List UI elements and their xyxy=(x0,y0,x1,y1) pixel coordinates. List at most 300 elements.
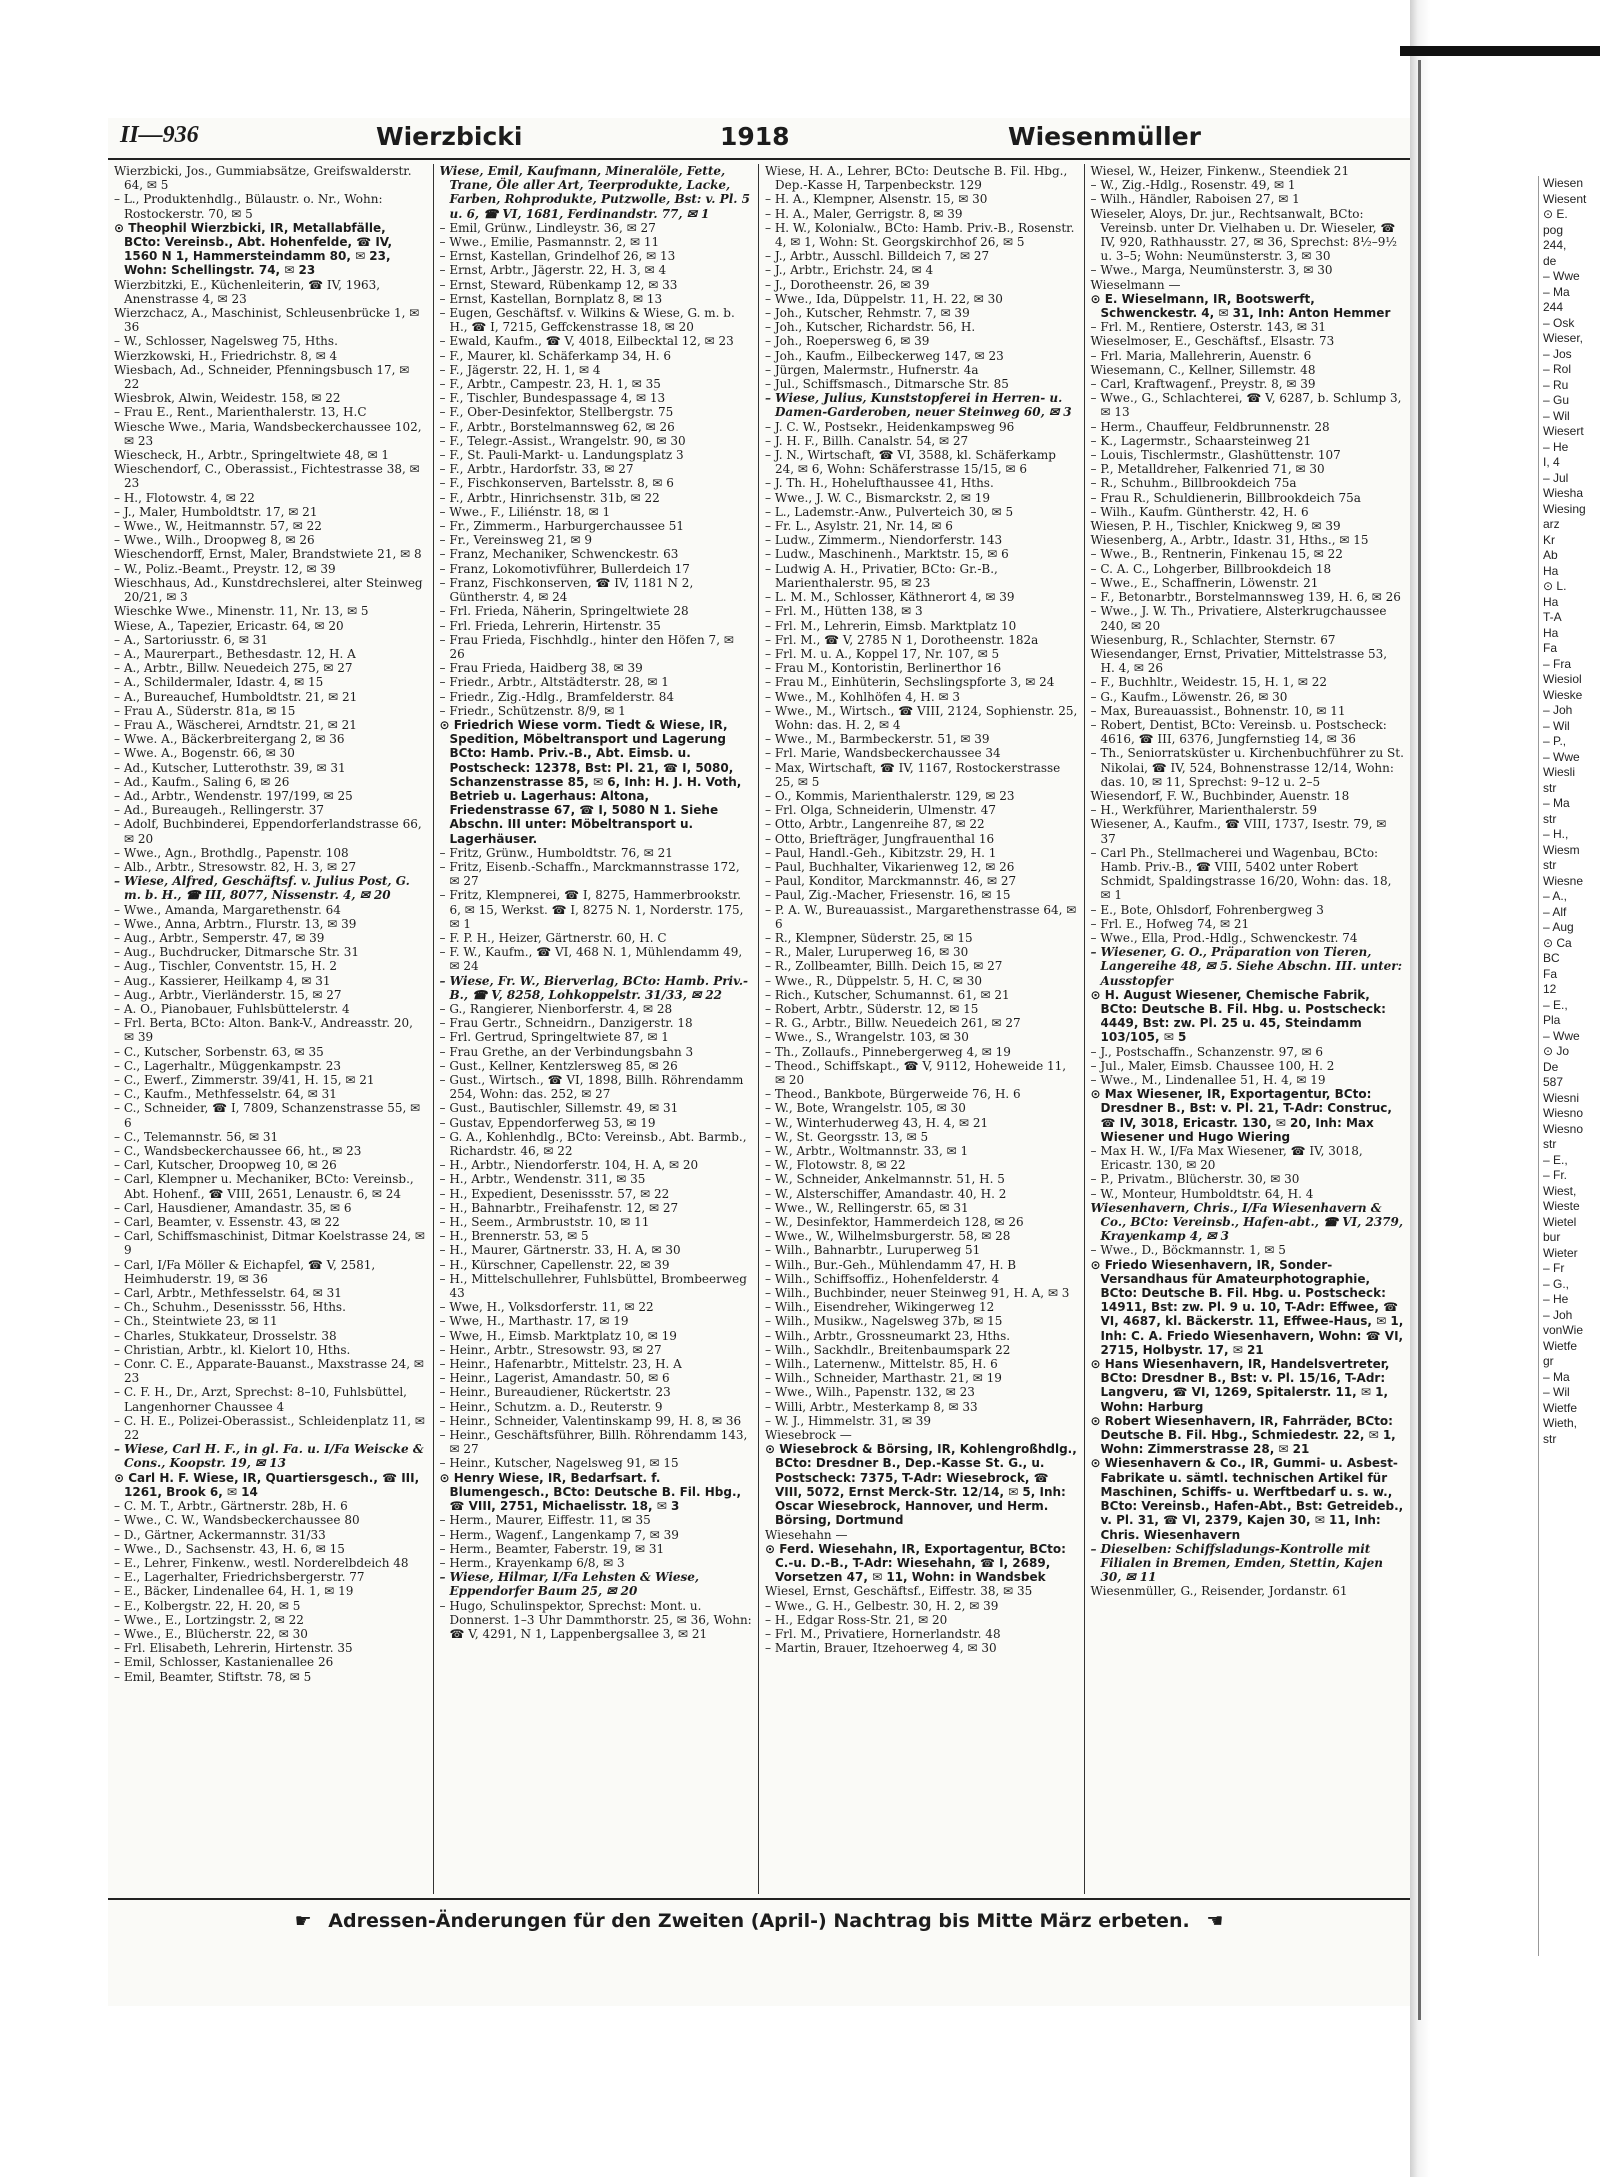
directory-entry: Wieseler, Aloys, Dr. jur., Rechtsanwalt, BCto: Vereinsb. unter Dr. Vielhaben u. Dr. Wieseler, ☎ IV, 920, Rathhausstr. 27, ✉ 36, Sprechst: 8½–9½ u. 3–5; Wohn: Neumünsterstr. 3, ✉ 30 xyxy=(1090,206,1398,264)
directory-entry: – Wwe., E., Schaffnerin, Löwenstr. 21 xyxy=(1090,575,1319,590)
directory-entry: – Carl Ph., Stellmacherei und Wagenbau, BCto: Hamb. Priv.-B., ☎ VIII, 5402 unter Robert Schmidt, Spaldingstrasse 16/20, Wohn: das. 18, ✉ 1 xyxy=(1090,845,1392,903)
strip-fragment: gr xyxy=(1543,1354,1554,1368)
directory-entry: Wierzbitzki, E., Küchenleiterin, ☎ IV, 1963, Anenstrasse 4, ✉ 23 xyxy=(114,277,381,306)
directory-entry: – Heinr., Bureaudiener, Rückertstr. 23 xyxy=(439,1385,671,1400)
directory-entry: Wiese, H. A., Lehrer, BCto: Deutsche B. Fil. Hbg., Dep.-Kasse H, Tarpenbeckstr. 129 xyxy=(765,164,1068,193)
directory-entry: – Franz, Lokomotivführer, Bullerdeich 17 xyxy=(439,561,690,576)
directory-entry: Wiesenburg, R., Schlachter, Sternstr. 67 xyxy=(1090,632,1336,647)
directory-entry: – Heinr., Hafenarbtr., Mittelstr. 23, H. A xyxy=(439,1357,682,1372)
directory-entry: – E., Kolbergstr. 22, H. 20, ✉ 5 xyxy=(114,1598,301,1613)
directory-entry: – Herm., Wagenf., Langenkamp 7, ✉ 39 xyxy=(439,1527,679,1542)
page-header xyxy=(108,118,1410,152)
directory-entry: – W., Schneider, Ankelmannstr. 51, H. 5 xyxy=(765,1172,1005,1187)
directory-entry: – F., Arbtr., Campestr. 23, H. 1, ✉ 35 xyxy=(439,377,661,392)
directory-entry: – Wwe., S., Wrangelstr. 103, ✉ 30 xyxy=(765,1030,969,1045)
directory-entry: – Rich., Kutscher, Schumannst. 61, ✉ 21 xyxy=(765,987,1010,1002)
directory-entry: – Joh., Kutscher, Richardstr. 56, H. xyxy=(765,320,976,335)
directory-entry: – Dieselben: Schiffsladungs-Kontrolle mit Filialen in Bremen, Emden, Stettin, Kajen 30, ✉ 11 xyxy=(1090,1541,1383,1585)
directory-entry: – Aug., Buchdrucker, Ditmarsche Str. 31 xyxy=(114,945,360,960)
directory-entry: Wiesendanger, Ernst, Privatier, Mittelstrasse 53, H. 4, ✉ 26 xyxy=(1090,646,1388,676)
directory-entry: – Wwe, H., Marthastr. 17, ✉ 19 xyxy=(439,1314,629,1329)
directory-entry: ⊙ Friedo Wiesenhavern, IR, Sonder-Versandhaus für Amateurphotographie, BCto: Deutsche B. Fil. Hbg. u. Postscheck: 14911, Bst: zw. Pl. 9 u. 10, T-Adr: Effwee, ☎ VI, 4687, kl. Bäckerstr. 11, Effwee-Haus, ✉ 1, Inh: C. A. Friedo Wiesenhavern, Wohn: ☎ VI, 2715, Holbystr. 17, ✉ 21 xyxy=(1090,1257,1404,1357)
directory-entry: – Wilh., Bur.-Geh., Mühlendamm 47, H. B xyxy=(765,1257,1017,1272)
directory-entry: – Wwe., B., Rentnerin, Finkenau 15, ✉ 22 xyxy=(1090,547,1343,562)
directory-entry: – H., Flotowstr. 4, ✉ 22 xyxy=(114,490,255,505)
directory-entry: – D., Gärtner, Ackermannstr. 31/33 xyxy=(114,1527,326,1542)
strip-fragment: – Aug xyxy=(1543,920,1574,934)
directory-entry: – H., Kürschner, Capellenstr. 22, ✉ 39 xyxy=(439,1257,670,1272)
column-2 xyxy=(434,164,760,1894)
strip-fragment: ⊙ Ca xyxy=(1543,935,1572,950)
directory-entry: – Frl. Gertrud, Springeltwiete 87, ✉ 1 xyxy=(439,1030,669,1045)
directory-entry: – W., Flotowstr. 8, ✉ 22 xyxy=(765,1158,906,1173)
footer-rule xyxy=(108,1898,1410,1900)
directory-entry: – Frau Frieda, Fischhdlg., hinter den Höfen 7, ✉ 26 xyxy=(439,632,734,661)
directory-entry: – Ludw., Maschinenh., Marktstr. 15, ✉ 6 xyxy=(765,547,1009,562)
directory-entry: – Wilh., Händler, Raboisen 27, ✉ 1 xyxy=(1090,192,1300,207)
directory-entry: – Ewald, Kaufm., ☎ V, 4018, Eilbecktal 12, ✉ 23 xyxy=(439,334,734,349)
directory-entry: – Emil, Schlosser, Kastanienallee 26 xyxy=(114,1655,334,1670)
strip-fragment: – Wwe xyxy=(1543,749,1580,764)
directory-entry: – Ernst, Arbtr., Jägerstr. 22, H. 3, ✉ 4 xyxy=(439,263,667,278)
directory-entry: – H., Edgar Ross-Str. 21, ✉ 20 xyxy=(765,1612,948,1627)
directory-entry: – Wilh., Musikw., Nagelsweg 37b, ✉ 15 xyxy=(765,1314,1003,1329)
directory-entry: Wiesche Wwe., Maria, Wandsbeckerchaussee 102, ✉ 23 xyxy=(114,419,422,448)
strip-fragment: ⊙ Jo xyxy=(1543,1044,1570,1058)
strip-fragment: Wieser, xyxy=(1543,331,1584,345)
strip-fragment: – Osk xyxy=(1543,315,1575,330)
directory-entry: – Frau Frieda, Haidberg 38, ✉ 39 xyxy=(439,661,643,676)
directory-entry: Wiesehahn — xyxy=(765,1527,848,1542)
directory-entry: – F., Telegr.-Assist., Wrangelstr. 90, ✉ 30 xyxy=(439,433,686,448)
directory-entry: Wiesel, W., Heizer, Finkenw., Steendiek 21 xyxy=(1090,164,1350,178)
directory-entry: – C., Kaufm., Methfesselstr. 64, ✉ 31 xyxy=(114,1087,337,1102)
directory-entry: – Wilh., Bahnarbtr., Luruperweg 51 xyxy=(765,1243,981,1258)
directory-entry: – Robert, Dentist, BCto: Vereinsb. u. Postscheck: 4616, ☎ III, 6376, Jungfernstieg 14, ✉ 36 xyxy=(1090,717,1387,747)
directory-entry: – W., Bote, Wrangelstr. 105, ✉ 30 xyxy=(765,1101,966,1116)
directory-entry: – C., Lagerhaltr., Müggenkampstr. 23 xyxy=(114,1058,342,1073)
strip-fragment: Ha xyxy=(1543,625,1559,640)
directory-entry: – Ad., Bureaugeh., Rellingerstr. 37 xyxy=(114,803,325,818)
strip-fragment: – Ma xyxy=(1543,796,1570,810)
directory-entry: – F., Fischkonserven, Bartelsstr. 8, ✉ 6 xyxy=(439,476,674,491)
directory-entry: – Wwe., Amanda, Margarethenstr. 64 xyxy=(114,902,341,917)
directory-entry: – R., Schuhm., Billbrookdeich 75a xyxy=(1090,476,1297,491)
directory-entry: – Frl. Maria, Mallehrerin, Auenstr. 6 xyxy=(1090,348,1312,363)
strip-fragment: I, 4 xyxy=(1543,455,1560,469)
directory-entry: – Theod., Bankbote, Bürgerweide 76, H. 6 xyxy=(765,1087,1021,1102)
strip-fragment: – Ma xyxy=(1543,1369,1570,1384)
directory-entry: – Wiese, Fr. W., Bierverlag, BCto: Hamb. Priv.-B., ☎ V, 8258, Lohkoppelstr. 31/33, ✉ 22 xyxy=(439,973,749,1002)
directory-entry: – H., Expedient, Desenissstr. 57, ✉ 22 xyxy=(439,1186,670,1201)
directory-entry: Wiesener, A., Kaufm., ☎ VIII, 1737, Isestr. 79, ✉ 37 xyxy=(1090,817,1387,846)
directory-entry: Wieschhaus, Ad., Kunstdrechslerei, alter Steinweg 20/21, ✉ 3 xyxy=(114,575,423,605)
directory-entry: – K., Lagermstr., Schaarsteinweg 21 xyxy=(1090,433,1312,448)
directory-entry: – W., Arbtr., Woltmannstr. 33, ✉ 1 xyxy=(765,1144,969,1159)
directory-entry: Wieschke Wwe., Minenstr. 11, Nr. 13, ✉ 5 xyxy=(114,604,369,619)
directory-entry: – Wilh., Laternenw., Mittelstr. 85, H. 6 xyxy=(765,1357,998,1372)
directory-entry: – L. M. M., Schlosser, Käthnerort 4, ✉ 39 xyxy=(765,590,1015,605)
directory-entry: – Wiese, Alfred, Geschäftsf. v. Julius Post, G. m. b. H., ☎ III, 8077, Nissenstr. 4, ✉ 20 xyxy=(114,874,410,903)
directory-entry: – Wwe., M., Lindenallee 51, H. 4, ✉ 19 xyxy=(1090,1073,1326,1087)
directory-entry: – Carl, Klempner u. Mechaniker, BCto: Vereinsb., Abt. Hohenf., ☎ VIII, 2651, Lenaustr. 6, ✉ 24 xyxy=(114,1172,414,1201)
directory-entry: – Frau M., Einhüterin, Sechslingspforte 3, ✉ 24 xyxy=(765,675,1055,690)
pointing-hand-left-icon: ☚ xyxy=(1206,1910,1224,1932)
directory-entry: – Wiese, Carl H. F., in gl. Fa. u. I/Fa Weiscke & Cons., Koopstr. 19, ✉ 13 xyxy=(114,1442,424,1471)
directory-entry: – Wwe., J. W. Th., Privatiere, Alsterkrugchaussee 240, ✉ 20 xyxy=(1090,604,1387,633)
strip-fragment: str xyxy=(1543,780,1557,795)
strip-fragment: – Fr. xyxy=(1543,1168,1568,1182)
directory-entry: – Ludwig A. H., Privatier, BCto: Gr.-B., Marienthalerstr. 95, ✉ 23 xyxy=(765,561,998,590)
directory-entry: – J. C. W., Postsekr., Heidenkampsweg 96 xyxy=(765,419,1015,434)
strip-fragment: Wiesm xyxy=(1543,842,1580,857)
directory-entry: – Wilh., Eisendreher, Wikingerweg 12 xyxy=(765,1300,995,1315)
directory-entry: – C. M. T., Arbtr., Gärtnerstr. 28b, H. 6 xyxy=(114,1499,348,1514)
directory-entry: – Carl, Hausdiener, Amandastr. 35, ✉ 6 xyxy=(114,1200,352,1215)
directory-entry: Wiese, Emil, Kaufmann, Mineralöle, Fette, Trane, Öle aller Art, Teerprodukte, Lacke, Farben, Rohprodukte, Putzwolle, Bst: v. Pl. 5 u. 6, ☎ VI, 1681, Ferdinandstr. 77, ✉ 1 xyxy=(439,164,750,221)
directory-entry: – Wwe., D., Böckmannstr. 1, ✉ 5 xyxy=(1090,1243,1286,1258)
directory-entry: – W., Winterhuderweg 43, H. 4, ✉ 21 xyxy=(765,1115,989,1130)
strip-fragment: – Gu xyxy=(1543,393,1570,407)
directory-entry: – Wwe., R., Düppelstr. 5, H. C, ✉ 30 xyxy=(765,973,983,988)
directory-entry: – Ernst, Kastellan, Bornplatz 8, ✉ 13 xyxy=(439,291,663,306)
directory-entry: – Paul, Handl.-Geh., Kibitzstr. 29, H. 1 xyxy=(765,845,997,860)
directory-entry: Wiesenhavern, Chris., I/Fa Wiesenhavern & Co., BCto: Vereinsb., Hafen-abt., ☎ VI, 2379, Krayenkamp 4, ✉ 3 xyxy=(1090,1200,1404,1244)
directory-entry: – G., Kaufm., Löwenstr. 26, ✉ 30 xyxy=(1090,689,1288,704)
directory-entry: – Emil, Grünw., Lindleystr. 36, ✉ 27 xyxy=(439,220,656,235)
directory-entry: – Wilh., Sackhdlr., Breitenbaumspark 22 xyxy=(765,1342,1011,1357)
strip-fragment: Wiest, xyxy=(1543,1183,1577,1198)
directory-entry: – Fritz, Klempnerei, ☎ I, 8275, Hammerbrookstr. 6, ✉ 15, Werkst. ☎ I, 8275 N. 1, Norderstr. 175, ✉ 1 xyxy=(439,888,744,931)
directory-entry: – Th., Seniorratsküster u. Kirchenbuchführer zu St. Nikolai, ☎ IV, 524, Bohnenstrasse 12/14, Wohn: das. 10, ✉ 11, Sprechst: 9–12 u. 2–5 xyxy=(1090,746,1404,789)
directory-entry: – Wiese, Julius, Kunststopferei in Herren- u. Damen-Garderoben, neuer Steinweg 60, ✉ 3 xyxy=(765,391,1072,420)
directory-entry: – Wwe., Anna, Arbtrn., Flurstr. 13, ✉ 39 xyxy=(114,916,357,931)
directory-entry: – Wwe., Emilie, Pasmannstr. 2, ✉ 11 xyxy=(439,235,660,250)
strip-fragment: 12 xyxy=(1543,982,1557,996)
column-3 xyxy=(759,164,1085,1894)
directory-entry: – Fr., Zimmerm., Harburgerchaussee 51 xyxy=(439,519,685,534)
strip-fragment: Wieter xyxy=(1543,1245,1578,1260)
strip-fragment: – H., xyxy=(1543,827,1569,841)
directory-entry: – Frl. M., Rentiere, Osterstr. 143, ✉ 31 xyxy=(1090,320,1327,335)
directory-entry: ⊙ Max Wiesener, IR, Exportagentur, BCto: Dresdner B., Bst: v. Pl. 21, T-Adr: Construc, ☎ IV, 3018, Ericastr. 130, ✉ 20, Inh: Max Wiesener und Hugo Wiering xyxy=(1090,1087,1392,1144)
directory-entry: – C., Wandsbeckerchaussee 66, ht., ✉ 23 xyxy=(114,1144,362,1159)
strip-fragment: – Joh xyxy=(1543,1307,1573,1322)
directory-entry: – Wilh., Kaufm. Güntherstr. 42, H. 6 xyxy=(1090,504,1309,519)
directory-entry: ⊙ E. Wieselmann, IR, Bootswerft, Schwenckestr. 4, ✉ 31, Inh: Anton Hemmer xyxy=(1090,291,1391,321)
directory-entry: – Frau M., Kontoristin, Berlinerthor 16 xyxy=(765,661,1002,676)
directory-entry: – Eugen, Geschäftsf. v. Wilkins & Wiese, G. m. b. H., ☎ I, 7215, Geffckenstrasse 18, ✉ 20 xyxy=(439,306,735,335)
directory-entry: – W., St. Georgsstr. 13, ✉ 5 xyxy=(765,1129,929,1144)
directory-entry: – Louis, Tischlermstr., Glashüttenstr. 107 xyxy=(1090,448,1341,463)
directory-entry: Wieselmoser, E., Geschäftsf., Elsastr. 73 xyxy=(1090,334,1335,349)
directory-entry: Wieschendorf, C., Oberassist., Fichtestrasse 38, ✉ 23 xyxy=(114,462,420,491)
strip-fragment: 587 xyxy=(1543,1075,1564,1089)
strip-fragment: Wiesne xyxy=(1543,873,1584,888)
directory-entry: – Wwe., Wilh., Papenstr. 132, ✉ 23 xyxy=(765,1385,975,1400)
directory-entry: Wiese, A., Tapezier, Ericastr. 64, ✉ 20 xyxy=(114,618,344,633)
directory-entry: – Heinr., Geschäftsführer, Billh. Röhrendamm 143, ✉ 27 xyxy=(439,1428,748,1457)
directory-entry: – Gust., Bautischler, Sillemstr. 49, ✉ 31 xyxy=(439,1101,679,1116)
strip-fragment: 244 xyxy=(1543,300,1564,314)
directory-entry: – H., Werkführer, Marienthalerstr. 59 xyxy=(1090,803,1317,818)
directory-entry: – Herm., Beamter, Faberstr. 19, ✉ 31 xyxy=(439,1541,665,1556)
directory-entry: – H., Mittelschullehrer, Fuhlsbüttel, Brombeerweg 43 xyxy=(439,1271,747,1301)
directory-entry: – Wwe., Ella, Prod.-Hdlg., Schwenckestr. 74 xyxy=(1090,930,1358,945)
directory-entry: – Frl. M. u. A., Koppel 17, Nr. 107, ✉ 5 xyxy=(765,646,1000,661)
page-footer xyxy=(108,1910,1410,1940)
strip-fragment: Wiesli xyxy=(1543,765,1575,779)
strip-fragment: Wieste xyxy=(1543,1199,1580,1213)
directory-entry: – C., Telemannstr. 56, ✉ 31 xyxy=(114,1129,279,1144)
directory-entry: – Ch., Schuhm., Desenissstr. 56, Hths. xyxy=(114,1300,346,1315)
strip-fragment: Wiesha xyxy=(1543,486,1584,500)
directory-entry: – W., Zig.-Hdlg., Rosenstr. 49, ✉ 1 xyxy=(1090,178,1296,193)
directory-entry: ⊙ Wiesebrock & Börsing, IR, Kohlengroßhdlg., BCto: Dresdner B., Dep.-Kasse St. G., u. Postscheck: 7375, T-Adr: Wiesebrock, ☎ VIII, 5072, Ernst Merck-Str. 12/14, ✉ 5, Inh: Oscar Wiesebrock, Hannover, und Herm. Börsing, Dortmund xyxy=(765,1442,1077,1528)
directory-entry: – Frl. Olga, Schneiderin, Ulmenstr. 47 xyxy=(765,803,996,818)
directory-entry: – Paul, Konditor, Marckmannstr. 46, ✉ 27 xyxy=(765,874,1017,889)
directory-entry: – F., Jägerstr. 22, H. 1, ✉ 4 xyxy=(439,362,601,377)
directory-entry: – Christian, Arbtr., kl. Kielort 10, Hths. xyxy=(114,1342,351,1357)
directory-entry: – Jul., Maler, Eimsb. Chaussee 100, H. 2 xyxy=(1090,1058,1335,1073)
directory-entry: – Frl. Elisabeth, Lehrerin, Hirtenstr. 35 xyxy=(114,1641,353,1656)
strip-fragment: – Rol xyxy=(1543,362,1572,376)
directory-entry: – Otto, Briefträger, Jungfrauenthal 16 xyxy=(765,831,995,846)
directory-entry: ⊙ Ferd. Wiesehahn, IR, Exportagentur, BCto: C.-u. D.-B., T-Adr: Wiesehahn, ☎ I, 2689, Vorsetzen 47, ✉ 11, Wohn: in Wandsbek xyxy=(765,1541,1066,1585)
directory-entry: – Willi, Arbtr., Mesterkamp 8, ✉ 33 xyxy=(765,1399,978,1414)
strip-fragment: – Ma xyxy=(1543,284,1570,299)
strip-fragment: Wietel xyxy=(1543,1214,1577,1229)
strip-fragment: Wiesni xyxy=(1543,1090,1580,1105)
directory-entry: – Emil, Beamter, Stiftstr. 78, ✉ 5 xyxy=(114,1669,312,1684)
directory-entry: ⊙ Carl H. F. Wiese, IR, Quartiersgesch., ☎ III, 1261, Brook 6, ✉ 14 xyxy=(114,1470,420,1499)
directory-entry: – A., Schildermaler, Idastr. 4, ✉ 15 xyxy=(114,675,324,690)
strip-fragment: – Wwe xyxy=(1543,269,1580,283)
strip-fragment: Wietfe xyxy=(1543,1338,1578,1353)
strip-fragment: – Fra xyxy=(1543,656,1572,671)
directory-entry: – F., Betonarbtr., Borstelmannsweg 139, H. 6, ✉ 26 xyxy=(1090,590,1401,605)
directory-entry: – Conr. C. E., Apparate-Bauanst., Maxstrasse 24, ✉ 23 xyxy=(114,1357,424,1386)
directory-entry: Wierzchacz, A., Maschinist, Schleusenbrücke 1, ✉ 36 xyxy=(114,306,420,335)
directory-entry: – C. A. C., Lohgerber, Billbrookdeich 18 xyxy=(1090,561,1332,576)
directory-entry: – Friedr., Arbtr., Altstädterstr. 28, ✉ 1 xyxy=(439,675,669,690)
directory-entry: – Carl, Beamter, v. Essenstr. 43, ✉ 22 xyxy=(114,1215,340,1230)
directory-entry: – L., Lademstr.-Anw., Pulverteich 30, ✉ 5 xyxy=(765,504,1014,519)
directory-entry: – C., Kutscher, Sorbenstr. 63, ✉ 35 xyxy=(114,1044,324,1059)
directory-entry: – Carl, Kutscher, Droopweg 10, ✉ 26 xyxy=(114,1158,337,1173)
directory-entry: Wiesenberg, A., Arbtr., Idastr. 31, Hths., ✉ 15 xyxy=(1090,533,1369,548)
directory-entry: – Aug., Arbtr., Vierländerstr. 15, ✉ 27 xyxy=(114,987,342,1002)
directory-entry: – Herm., Maurer, Eiffestr. 11, ✉ 35 xyxy=(439,1513,651,1528)
directory-entry: – F., Ober-Desinfektor, Stellbergstr. 75 xyxy=(439,405,674,420)
directory-entry: – F. P. H., Heizer, Gärtnerstr. 60, H. C xyxy=(439,930,667,945)
directory-entry: – C. H. E., Polizei-Oberassist., Schleidenplatz 11, ✉ 22 xyxy=(114,1413,425,1443)
directory-entry: – Paul, Buchhalter, Vikarienweg 12, ✉ 26 xyxy=(765,859,1015,874)
directory-entry: – Gustav, Eppendorferweg 53, ✉ 19 xyxy=(439,1115,656,1130)
directory-entry: – Ad., Kutscher, Lutterothstr. 39, ✉ 31 xyxy=(114,760,346,775)
directory-entry: – P. A. W., Bureauassist., Margarethenstrasse 64, ✉ 6 xyxy=(765,902,1077,931)
directory-entry: – R., Zollbeamter, Billh. Deich 15, ✉ 27 xyxy=(765,959,1003,974)
directory-entry: – Joh., Kutscher, Rehmstr. 7, ✉ 39 xyxy=(765,306,970,321)
strip-fragment: Wieth, xyxy=(1543,1416,1578,1430)
directory-entry: – J., Postschaffn., Schanzenstr. 97, ✉ 6 xyxy=(1090,1044,1324,1059)
directory-entry: – W., Schlosser, Nagelsweg 75, Hths. xyxy=(114,334,338,349)
strip-fragment: str xyxy=(1543,858,1557,872)
strip-fragment: str xyxy=(1543,811,1557,826)
directory-entry: – Wwe., Ida, Düppelstr. 11, H. 22, ✉ 30 xyxy=(765,291,1003,306)
directory-entry: – Martin, Brauer, Itzehoerweg 4, ✉ 30 xyxy=(765,1641,997,1656)
directory-entry: – Frau A., Wäscherei, Arndtstr. 21, ✉ 21 xyxy=(114,717,357,732)
directory-entry: – Wwe., G., Schlachterei, ☎ V, 6287, b. Schlump 3, ✉ 13 xyxy=(1090,391,1402,420)
directory-entry: – A., Bureauchef, Humboldtstr. 21, ✉ 21 xyxy=(114,689,358,704)
directory-entry: – H., Arbtr., Wendenstr. 311, ✉ 35 xyxy=(439,1172,646,1187)
directory-entry: – O., Kommis, Marienthalerstr. 129, ✉ 23 xyxy=(765,788,1015,803)
directory-entry: – Carl, Kraftwagenf., Preystr. 8, ✉ 39 xyxy=(1090,377,1316,392)
strip-fragment: Wiesen xyxy=(1543,176,1584,190)
strip-fragment: ⊙ L. xyxy=(1543,579,1567,593)
directory-entry: ⊙ H. August Wiesener, Chemische Fabrik, BCto: Deutsche B. Fil. Hbg. u. Postscheck: 4449, Bst: zw. Pl. 25 u. 45, Steindamm 103/105, ✉ 5 xyxy=(1090,987,1386,1045)
directory-entry: – F., St. Pauli-Markt- u. Landungsplatz 3 xyxy=(439,448,684,463)
header-rule xyxy=(108,158,1410,160)
strip-fragment: – Joh xyxy=(1543,703,1573,717)
header-year: 1918 xyxy=(720,122,790,151)
directory-entry: ⊙ Hans Wiesenhavern, IR, Handelsvertreter, BCto: Dresdner B., Bst: v. Pl. 15/16, T-Adr: Langveru, ☎ VI, 1269, Spitalerstr. 11, ✉ 1, Wohn: Harburg xyxy=(1090,1357,1390,1414)
directory-entry: – Heinr., Schutzm. a. D., Reuterstr. 9 xyxy=(439,1399,663,1414)
directory-entry: – Franz, Fischkonserven, ☎ IV, 1181 N 2, Güntherstr. 4, ✉ 24 xyxy=(439,575,694,605)
directory-entry: – Wilh., Schneider, Marthastr. 21, ✉ 19 xyxy=(765,1371,1002,1386)
directory-entry: – Aug., Arbtr., Semperstr. 47, ✉ 39 xyxy=(114,930,325,945)
strip-fragment: arz xyxy=(1543,517,1560,531)
directory-entry: – Heinr., Schneider, Valentinskamp 99, H. 8, ✉ 36 xyxy=(439,1413,742,1428)
strip-fragment: – P., xyxy=(1543,734,1567,748)
directory-entry: – R. G., Arbtr., Billw. Neuedeich 261, ✉ 27 xyxy=(765,1016,1021,1031)
directory-entry: – W., Alsterschiffer, Amandastr. 40, H. 2 xyxy=(765,1186,1007,1201)
directory-entry: Wiesebrock — xyxy=(765,1428,852,1443)
strip-fragment: – Alf xyxy=(1543,904,1567,919)
directory-entry: – C., Schneider, ☎ I, 7809, Schanzenstrasse 55, ✉ 6 xyxy=(114,1101,421,1130)
directory-entry: – Max H. W., I/Fa Max Wiesener, ☎ IV, 3018, Ericastr. 130, ✉ 20 xyxy=(1090,1144,1363,1173)
strip-fragment: Pla xyxy=(1543,1013,1561,1027)
directory-entry: – E., Lehrer, Finkenw., westl. Norderelbdeich 48 xyxy=(114,1555,409,1570)
directory-entry: – Gust., Kellner, Kentzlersweg 85, ✉ 26 xyxy=(439,1058,678,1073)
directory-entry: – Wwe., J. W. C., Bismarckstr. 2, ✉ 19 xyxy=(765,490,991,505)
directory-entry: – H. A., Klempner, Alsenstr. 15, ✉ 30 xyxy=(765,192,988,207)
directory-entry: – Jul., Schiffsmasch., Ditmarsche Str. 85 xyxy=(765,377,1009,392)
directory-entry: – Wilh., Arbtr., Grossneumarkt 23, Hths. xyxy=(765,1328,1011,1343)
directory-entry: – H., Seem., Armbruststr. 10, ✉ 11 xyxy=(439,1215,650,1230)
directory-entry: – F., Maurer, kl. Schäferkamp 34, H. 6 xyxy=(439,348,672,363)
directory-entry: – H., Brennerstr. 53, ✉ 5 xyxy=(439,1229,589,1244)
directory-entry: Wiesendorf, F. W., Buchbinder, Auenstr. 18 xyxy=(1090,788,1350,803)
directory-entry: – W., Poliz.-Beamt., Preystr. 12, ✉ 39 xyxy=(114,561,336,576)
strip-fragment: bur xyxy=(1543,1230,1561,1244)
strip-fragment: str xyxy=(1543,1137,1557,1151)
strip-fragment: – Jul xyxy=(1543,470,1569,485)
directory-entry: – Wwe., Wilh., Droopweg 8, ✉ 26 xyxy=(114,533,315,548)
directory-entry: – G., Rangierer, Nienborferstr. 4, ✉ 28 xyxy=(439,1001,673,1016)
directory-entry: Wiesemann, C., Kellner, Sillemstr. 48 xyxy=(1090,362,1316,377)
directory-entry: – Wwe., C. W., Wandsbeckerchaussee 80 xyxy=(114,1513,360,1528)
directory-entry: – Frl. Frieda, Lehrerin, Hirtenstr. 35 xyxy=(439,618,661,633)
strip-fragment: Ha xyxy=(1543,594,1559,609)
page-number: II—936 xyxy=(120,122,199,148)
directory-entry: – Aug., Tischler, Conventstr. 15, H. 2 xyxy=(114,959,337,974)
directory-entry: – H. A., Maler, Gerrigstr. 8, ✉ 39 xyxy=(765,206,963,221)
directory-entry: – Frl. Berta, BCto: Alton. Bank-V., Andreasstr. 20, ✉ 39 xyxy=(114,1016,413,1045)
directory-entry: – A. O., Pianobauer, Fuhlsbüttelerstr. 4 xyxy=(114,1001,350,1016)
strip-fragment: str xyxy=(1543,1431,1557,1446)
strip-fragment: – Wil xyxy=(1543,718,1570,733)
directory-entry: – A., Sartoriusstr. 6, ✉ 31 xyxy=(114,632,268,647)
strip-fragment: vonWie xyxy=(1543,1323,1584,1337)
directory-entry: – Hugo, Schulinspektor, Sprechst: Mont. u. Donnerst. 1–3 Uhr Dammthorstr. 25, ✉ 36, Wohn: ☎ V, 4291, N 1, Lappenbergsallee 3, ✉ 21 xyxy=(439,1598,752,1641)
directory-entry: – Ad., Arbtr., Wendenstr. 197/199, ✉ 25 xyxy=(114,788,353,803)
strip-fragment: Wieske xyxy=(1543,687,1583,702)
directory-entry: – Wwe., E., Lortzingstr. 2, ✉ 22 xyxy=(114,1612,304,1627)
directory-entry: – E., Bäcker, Lindenallee 64, H. 1, ✉ 19 xyxy=(114,1584,354,1599)
strip-fragment: – Wil xyxy=(1543,1385,1570,1399)
directory-entry: – Heinr., Kutscher, Nagelsweg 91, ✉ 15 xyxy=(439,1456,679,1471)
directory-entry: – Wwe. A., Bäckerbreitergang 2, ✉ 36 xyxy=(114,732,345,747)
directory-entry: – Wwe., W., Heitmannstr. 57, ✉ 22 xyxy=(114,519,322,534)
strip-fragment: – E., xyxy=(1543,1152,1568,1167)
directory-entry: – Ch., Steintwiete 23, ✉ 11 xyxy=(114,1314,278,1329)
directory-entry: – A., Arbtr., Billw. Neuedeich 275, ✉ 27 xyxy=(114,661,353,676)
strip-fragment: de xyxy=(1543,253,1557,268)
directory-entry: – Ernst, Steward, Rübenkamp 12, ✉ 33 xyxy=(439,277,678,292)
directory-entry: – Joh., Kaufm., Eilbeckerweg 147, ✉ 23 xyxy=(765,348,1004,363)
directory-entry: ⊙ Theophil Wierzbicki, IR, Metallabfälle, BCto: Vereinsb., Abt. Hohenfelde, ☎ IV, 1560 N 1, Hammersteindamm 80, ✉ 23, Wohn: Schellingstr. 74, ✉ 23 xyxy=(114,220,393,278)
directory-entry: – J. Th. H., Hohelufthaussee 41, Hths. xyxy=(765,476,994,491)
strip-fragment: Wiesno xyxy=(1543,1106,1584,1120)
directory-entry: – Frau E., Rent., Marienthalerstr. 13, H.C xyxy=(114,405,367,420)
directory-entry: – Frl. M., Hütten 138, ✉ 3 xyxy=(765,604,923,619)
directory-entry: – Wilh., Schiffsoffiz., Hohenfelderstr. 4 xyxy=(765,1271,1000,1286)
directory-entry: Wieschendorff, Ernst, Maler, Brandstwiete 21, ✉ 8 xyxy=(114,547,422,562)
directory-entry: – E., Lagerhalter, Friedrichsbergerstr. 77 xyxy=(114,1570,365,1585)
directory-entry: – Fr. L., Asylstr. 21, Nr. 14, ✉ 6 xyxy=(765,519,953,534)
directory-entry: – Heinr., Lagerist, Amandastr. 50, ✉ 6 xyxy=(439,1371,670,1386)
directory-entry: – Frau Gertr., Schneidrn., Danzigerstr. 18 xyxy=(439,1016,693,1031)
directory-entry: ⊙ Wiesenhavern & Co., IR, Gummi- u. Asbest-Fabrikate u. sämtl. technischen Artikel für Maschinen, Schiffs- u. Werftbedarf u. s. w., BCto: Vereinsb., Hafen-Abt., Bst: Getreideb., v. Pl. 31, ☎ VI, 2379, Kajen 30, ✉ 11, Inh: Chris. Wiesenhavern xyxy=(1090,1456,1404,1542)
directory-entry: Wierzbicki, Jos., Gummiabsätze, Greifswalderstr. 64, ✉ 5 xyxy=(114,164,412,193)
directory-entry: – F., Arbtr., Borstelmannsweg 62, ✉ 26 xyxy=(439,419,675,434)
directory-entry: – Ludw., Zimmerm., Niendorferstr. 143 xyxy=(765,533,1003,548)
directory-entry: – Frl. M., Lehrerin, Eimsb. Marktplatz 10 xyxy=(765,618,1017,633)
strip-fragment: Ha xyxy=(1543,563,1559,578)
directory-entry: – W. J., Himmelstr. 31, ✉ 39 xyxy=(765,1413,932,1428)
strip-fragment: ⊙ E. xyxy=(1543,207,1568,221)
page-edge xyxy=(1418,60,1421,2020)
strip-fragment: T-A xyxy=(1543,610,1562,624)
directory-entry: – Ad., Kaufm., Saling 6, ✉ 26 xyxy=(114,774,290,789)
binding-bar xyxy=(1400,46,1600,56)
directory-entry: – A., Maurerpart., Bethesdastr. 12, H. A xyxy=(114,646,356,661)
header-left-word: Wierzbicki xyxy=(376,122,523,151)
directory-entry: – Jürgen, Malermstr., Hufnerstr. 4a xyxy=(765,362,979,377)
directory-entry: – Frl. E., Hofweg 74, ✉ 21 xyxy=(1090,916,1250,931)
next-page-strip xyxy=(1538,176,1600,1956)
directory-entry: – Frau Grethe, an der Verbindungsbahn 3 xyxy=(439,1044,694,1059)
directory-entry: – Wwe., F., Liliénstr. 18, ✉ 1 xyxy=(439,504,611,519)
directory-entry: – P., Privatm., Blücherstr. 30, ✉ 30 xyxy=(1090,1172,1300,1187)
strip-fragment: Wiesiol xyxy=(1543,672,1582,686)
directory-entry: – Herm., Chauffeur, Feldbrunnenstr. 28 xyxy=(1090,419,1330,434)
strip-fragment: – Jos xyxy=(1543,346,1572,361)
directory-entry: – C., Ewerf., Zimmerstr. 39/41, H. 15, ✉ 21 xyxy=(114,1073,375,1087)
directory-entry: Wiesel, Ernst, Geschäftsf., Eiffestr. 38, ✉ 35 xyxy=(765,1584,1033,1599)
directory-entry: – J., Dorotheenstr. 26, ✉ 39 xyxy=(765,277,930,292)
